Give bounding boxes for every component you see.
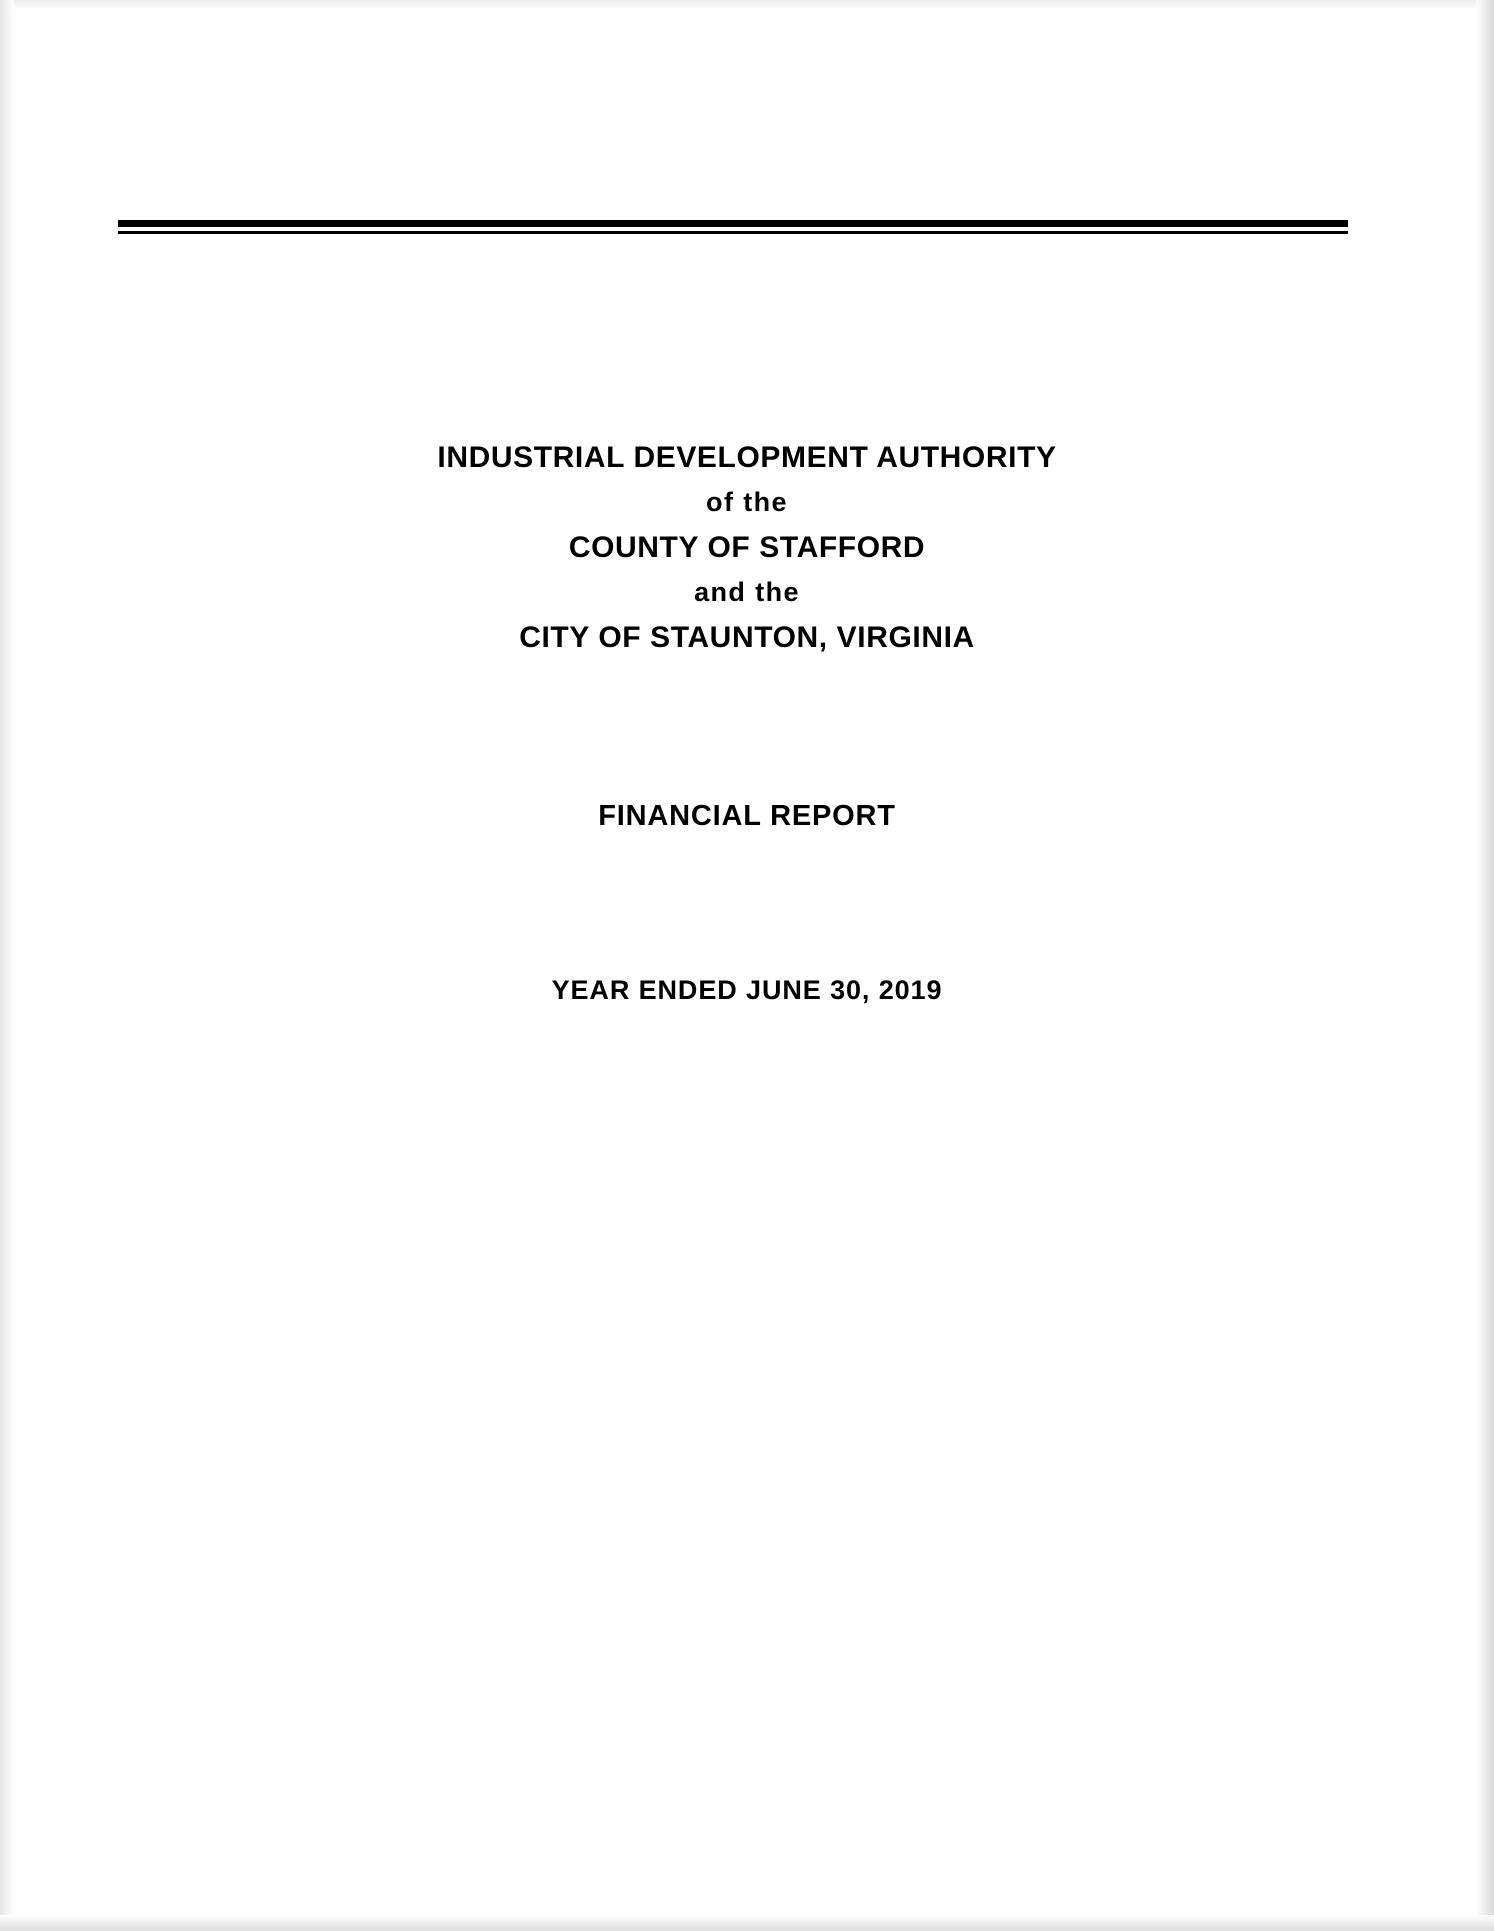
report-type-title: FINANCIAL REPORT xyxy=(598,800,896,832)
header-rule-thin xyxy=(118,231,1348,234)
organization-name-line-4: and the xyxy=(694,577,800,607)
organization-name-line-2: of the xyxy=(706,487,788,517)
organization-name-line-3: COUNTY OF STAFFORD xyxy=(568,531,926,564)
header-rule-thick xyxy=(118,220,1348,227)
organization-title-block xyxy=(0,435,1494,660)
organization-name-line-1: INDUSTRIAL DEVELOPMENT AUTHORITY xyxy=(437,441,1057,474)
organization-name-line-5: CITY OF STAUNTON, VIRGINIA xyxy=(519,621,975,654)
report-period-subtitle: YEAR ENDED JUNE 30, 2019 xyxy=(551,975,943,1005)
header-double-rule xyxy=(118,220,1348,234)
